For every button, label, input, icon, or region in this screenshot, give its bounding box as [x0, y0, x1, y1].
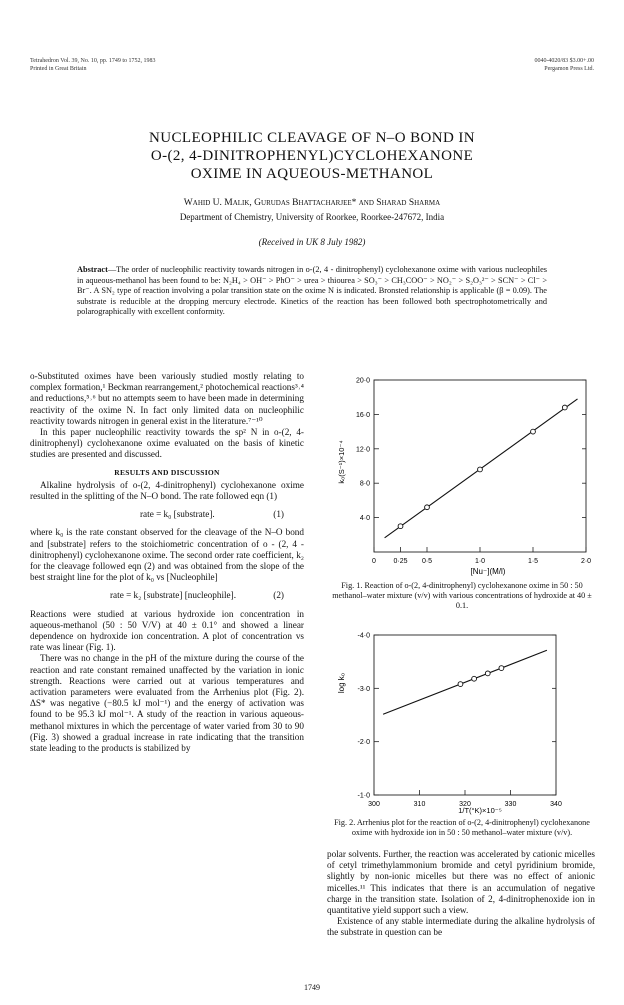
results-paragraph-1: Alkaline hydrolysis of o-(2, 4-dinitrophenyl) cyclohexanone oxime resulted in the splitting of the N–O bond. The rate followed eqn (1): [30, 479, 304, 502]
equation-2-body: rate = k₂ [substrate] [nucleophile].: [110, 590, 236, 601]
equation-1-number: (1): [273, 509, 284, 520]
data-point: [398, 524, 403, 529]
figure-1-x-axis-label: [Nu⁻](M/l): [470, 567, 506, 576]
publisher: Pergamon Press Ltd.: [544, 66, 594, 72]
abstract: [77, 265, 547, 318]
figure-2-marks: [383, 650, 547, 714]
x-tick-label: 320: [459, 801, 471, 808]
y-tick-label: -2·0: [357, 739, 370, 747]
data-point: [531, 429, 536, 434]
title-line-2: O-(2, 4-DINITROPHENYL)CYCLOHEXANONE: [150, 148, 474, 164]
figure-1-chart: [330, 362, 600, 580]
figure-1-y-axis-label: k₀(S⁻¹)×10⁻⁴: [337, 440, 346, 484]
intro-paragraph-2: In this paper nucleophilic reactivity towards the sp² N in o-(2, 4-dinitrophenyl) cyclohexanone oxime evaluated on the basis of kinetic studies are presented and discussed.: [30, 427, 304, 460]
affiliation: Department of Chemistry, University of Roorkee, Roorkee-247672, India: [179, 212, 445, 222]
abstract-text: —The order of nucleophilic reactivity towards nitrogen in o-(2, 4 - dinitrophenyl) cyclohexanone oxime with various nucleophiles in aqueous-methanol has been found to be: N₂H₄ > OH⁻ > PhO⁻ > urea > thiourea > SO₃⁻ > CH₃COO⁻ > NO₂⁻ > S₂O₃²⁻ > SCN⁻ > Cl⁻ > Br⁻. A SN₂ type of reaction involving a polar transition state on the oxime N is indicated. Bronsted relationship is applicable (β = 0.09). The substrate is reducible at the dropping mercury electrode. Kinetics of the reaction has been followed both spectrophotometrically and polarographically with excellent conformity.: [77, 265, 547, 317]
authors-text: Wahid U. Malik, Gurudas Bhattacharjee* and Sharad Sharma: [183, 198, 441, 208]
fit-line: [383, 650, 547, 714]
data-point: [485, 671, 490, 676]
equation-1: [30, 509, 304, 520]
data-point: [499, 666, 504, 671]
figure-2-chart: [330, 613, 600, 815]
data-point: [562, 405, 567, 410]
data-point: [425, 505, 430, 510]
figure-1-axes: [356, 378, 591, 566]
equation-2-number: (2): [273, 590, 284, 601]
y-tick-label: 16·0: [355, 411, 370, 419]
received-date: (Received in UK 8 July 1982): [258, 237, 366, 247]
title-line-3: OXIME IN AQUEOUS-METHANOL: [190, 166, 434, 182]
section-heading: RESULTS AND DISCUSSION: [114, 467, 220, 477]
right-column: [327, 849, 595, 939]
data-point: [458, 682, 463, 687]
figure-2-caption: Fig. 2. Arrhenius plot for the reaction of o-(2, 4-dinitrophenyl) cyclohexanone oxime with hydroxide ion in 50 : 50 methanol–water mixture (v/v).: [334, 818, 590, 837]
author-list: [60, 197, 564, 209]
plot-frame: [374, 635, 556, 795]
x-tick-label: 300: [368, 801, 380, 808]
x-tick-label: 340: [550, 801, 562, 808]
data-point: [478, 467, 483, 472]
title-line-1: NUCLEOPHILIC CLEAVAGE OF N–O BOND IN: [149, 130, 475, 146]
y-tick-label: 4·0: [359, 515, 370, 523]
y-tick-label: 12·0: [355, 446, 370, 454]
printed-in: Printed in Great Britain: [30, 66, 87, 72]
y-tick-label: -4·0: [357, 632, 370, 640]
x-tick-label: 0·25: [393, 558, 408, 565]
left-column: [30, 371, 304, 754]
journal-header-right: [534, 57, 594, 73]
intro-paragraph-1: o-Substituted oximes have been variously studied mostly relating to complex formation,¹ Beckman rearrangement,² photochemical reactions³˒⁴ and reductions,⁵˒⁶ but no attempts seem to have been made in determining reactivity of the oxime N. In fact only limited data on nucleophilic reactivity towards nitrogen in general exist in the literature.⁷⁻¹⁰: [30, 371, 304, 426]
figure-1-caption: Fig. 1. Reaction of o-(2, 4-dinitrophenyl) cyclohexanone oxime in 50 : 50 methanol–water mixture (v/v) with various concentrations of hydroxide at 40 ± 0.1.: [332, 581, 592, 610]
y-tick-label: 20·0: [355, 377, 370, 385]
plot-frame: [374, 380, 586, 552]
figure-2-axes: [358, 633, 562, 809]
page-number: 1749: [304, 983, 320, 992]
price-code: 0040-4020/83 $3.00+.00: [534, 58, 594, 64]
equation-1-body: rate = k₀ [substrate].: [140, 509, 215, 520]
equation-2: [30, 590, 304, 601]
discussion-paragraph-2: Existence of any stable intermediate during the alkaline hydrolysis of the substrate in question can be: [327, 916, 595, 938]
figure-1-marks: [385, 399, 578, 538]
results-paragraph-2: where k₀ is the rate constant observed for the cleavage of the N–O bond and [substrate] refers to the stoichiometric concentration of o - (2, 4 - dinitrophenyl) cyclohexanone oxime. The second order rate coefficient, k₂ for the cleavage followed eqn (2) and was obtained from the slope of the best straight line for the plot of k₀ vs [Nucleophile]: [30, 527, 304, 583]
x-tick-label: 330: [504, 801, 517, 808]
y-tick-label: -3·0: [357, 685, 370, 693]
x-tick-label: 0: [372, 558, 376, 565]
x-tick-label: 1·5: [527, 558, 539, 565]
y-tick-label: 8·0: [359, 480, 370, 488]
discussion-paragraph-1: polar solvents. Further, the reaction was accelerated by cationic micelles of cetyl trimethylammonium bromide and cetyl pyridinium bromide, slightly by non-ionic micelles but there was no effect of anionic micelles.¹¹ This indicates that there is an accumulation of negative charge in the transition state. Isolation of 2, 4-dinitrophenoxide ion in quantitative yield support such a view.: [327, 849, 595, 916]
x-tick-label: 0·5: [421, 558, 433, 565]
x-tick-label: 2·0: [580, 558, 592, 565]
results-paragraph-4: There was no change in the pH of the mixture during the course of the reaction and rate constant remained unaffected by the variation in ionic strength. Reactions were carried out at various temperatures and activation parameters were evaluated from the Arrhenius plot (Fig. 2). ΔS* was negative (−80.5 kJ mol⁻¹) and the energy of activation was found to be 95.3 kJ mol⁻¹. A study of the reaction in various aqueous-methanol mixtures in which the percentage of water varied from 30 to 90 (Fig. 3) showed a gradual increase in rate indicating that the transition state leading to the products is stabilized by: [30, 653, 304, 754]
data-point: [472, 676, 477, 681]
figure-2-y-axis-label: log k₀: [337, 672, 346, 694]
figure-2-x-axis-label: 1/T(°K)×10⁻⁵: [458, 806, 502, 815]
x-tick-label: 310: [413, 801, 426, 808]
x-tick-label: 1·0: [474, 558, 486, 565]
abstract-label: Abstract: [77, 265, 108, 274]
journal-citation: Tetrahedron Vol. 39, No. 10, pp. 1749 to 1752, 1983: [30, 58, 156, 64]
results-paragraph-3: Reactions were studied at various hydroxide ion concentration in aqueous-methanol (50 : 50 V/V) at 40 ± 0.1° and showed a linear dependence on hydroxide ion concentration. A plot of concentration vs rate was linear (Fig. 1).: [30, 608, 304, 653]
journal-header-left: [30, 57, 156, 73]
y-tick-label: -1·0: [357, 792, 370, 800]
paper-title: [60, 129, 564, 183]
